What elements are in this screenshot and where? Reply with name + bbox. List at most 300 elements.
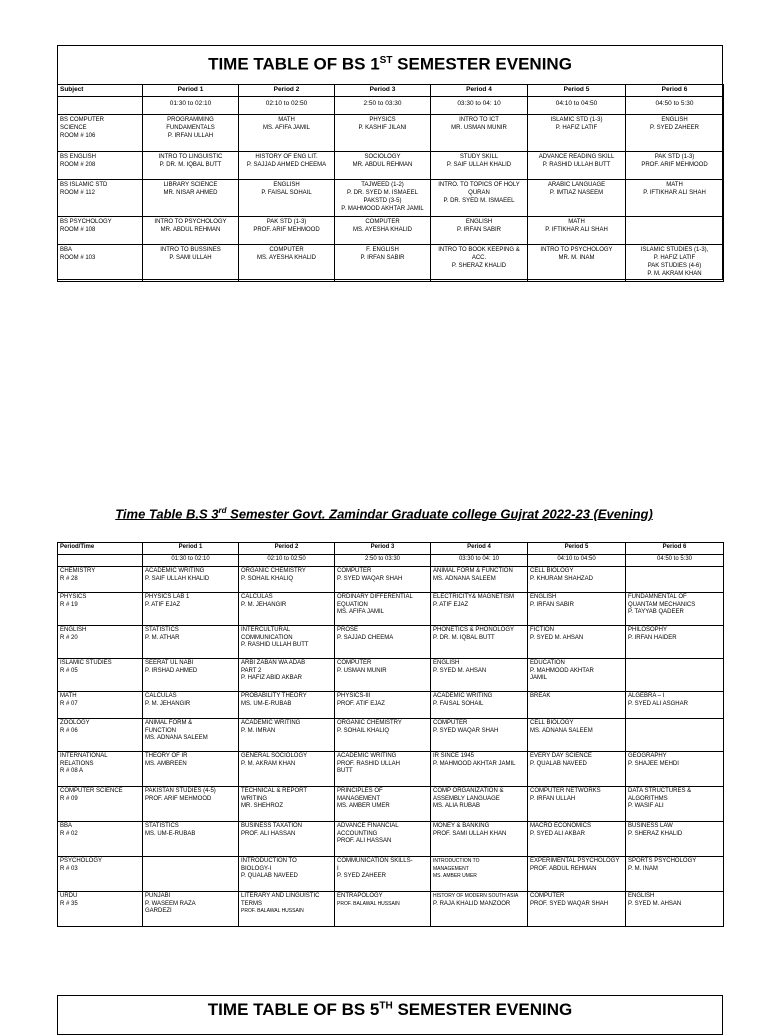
- cell-line: MATH: [666, 182, 683, 188]
- cell-line: P. USMAN MUNIR: [337, 667, 387, 674]
- cell-line: ALGORITHMS: [628, 795, 668, 802]
- cell-line: GARDEZI: [145, 908, 172, 915]
- cell-line: PAK STUDIES (4-6): [647, 263, 702, 269]
- class-cell: [58, 626, 143, 659]
- cell-line: COMPUTER NETWORKS: [530, 788, 601, 794]
- cell-line: GENERAL SOCIOLOGY: [241, 753, 308, 759]
- cell-line: INTRO TO ICT: [459, 117, 499, 123]
- cell-line: ELECTRICITY& MAGNETISM: [433, 594, 515, 600]
- cell-line: PHYSICS: [60, 594, 87, 600]
- cell-line: FUNCTION: [145, 727, 176, 734]
- cell-line: P. IRSHAD AHMED: [145, 667, 198, 674]
- cell-line: P. SOHAIL KHALIQ: [241, 575, 294, 582]
- cell-line: ACADEMIC WRITING: [145, 568, 205, 574]
- cell-line: R # 05: [60, 667, 78, 674]
- course-cell: [528, 217, 626, 245]
- course-cell: [626, 787, 724, 822]
- cell-line: P. RAJA KHALID MANZOOR: [433, 900, 511, 907]
- course-cell: [626, 593, 724, 626]
- cell-line: MR. ABDUL REHMAN: [352, 162, 413, 168]
- cell-line: INTRODUCTION TO: [241, 858, 297, 864]
- cell-line: MANAGEMENT: [337, 795, 381, 802]
- course-cell: [626, 822, 724, 857]
- class-cell: [58, 152, 143, 180]
- cell-line: MS. UM-E-RUBAB: [145, 830, 196, 837]
- course-cell: [528, 626, 626, 659]
- cell-line: CELL BIOLOGY: [530, 720, 574, 726]
- class-cell: [58, 180, 143, 217]
- course-cell: [626, 626, 724, 659]
- period-time-header: Period/Time: [58, 543, 143, 555]
- course-cell: [239, 245, 335, 282]
- cell-line: P. SYED ZAHEER: [337, 873, 386, 880]
- subject-header: Subject: [58, 85, 143, 97]
- course-cell: [431, 180, 528, 217]
- cell-line: P. M. AKRAM KHAN: [241, 760, 296, 767]
- cell-line: MS. AYESHA KHALID: [353, 227, 412, 233]
- cell-line: ORGANIC CHEMISTRY: [241, 568, 306, 574]
- course-cell: [335, 787, 431, 822]
- cell-line: P. M. JEHANGIR: [241, 601, 287, 608]
- cell-line: P. M. AKRAM KHAN: [647, 271, 702, 277]
- cell-line: MATH: [60, 693, 77, 699]
- cell-line: FUNDAMNENTAL OF: [628, 594, 687, 600]
- course-cell: [528, 567, 626, 593]
- cell-line: COMPUTER: [337, 568, 372, 574]
- cell-line: MS. ADNANA SALEEM: [145, 735, 208, 742]
- course-cell: [335, 692, 431, 719]
- cell-line: P. SYED WAQAR SHAH: [337, 575, 403, 582]
- cell-line: TECHNICAL & REPORT: [241, 788, 308, 794]
- course-cell: [335, 626, 431, 659]
- cell-line: LIBRARY SCIENCE: [163, 182, 218, 188]
- class-line: ROOM # 112: [60, 190, 95, 196]
- cell-line: MR. NISAR AHMED: [163, 190, 218, 196]
- cell-line: SEERAT UL NABI: [145, 660, 194, 666]
- cell-line: MS. ADNANA SALEEM: [433, 575, 496, 582]
- cell-line: INTRODUCTION TO: [433, 858, 480, 864]
- cell-line: COMPUTER: [433, 720, 468, 726]
- cell-line: P. QUALAB NAVEED: [241, 873, 298, 880]
- course-cell: [335, 719, 431, 752]
- period-time: 03:30 to 04: 10: [431, 555, 528, 567]
- cell-line: P. ATIF EJAZ: [433, 601, 469, 608]
- course-cell: [335, 152, 431, 180]
- course-cell: [239, 180, 335, 217]
- cell-line: MANAGEMENT: [433, 865, 469, 872]
- cell-line: MONEY & BANKING: [433, 823, 490, 829]
- period-time: [58, 555, 143, 567]
- course-cell: [239, 626, 335, 659]
- cell-line: ADVANCE FINANCIAL: [337, 823, 399, 829]
- cell-line: P. M. IMRAN: [241, 727, 276, 734]
- cell-line: MS. UM-E-RUBAB: [241, 700, 292, 707]
- cell-line: MS. ALIA RUBAB: [433, 803, 481, 810]
- course-cell: [431, 626, 528, 659]
- cell-line: HISTORY OF MODERN SOUTH ASIA: [433, 893, 519, 899]
- cell-line: FICTION: [530, 627, 554, 633]
- cell-line: PROBABILITY THEORY: [241, 693, 307, 699]
- cell-line: ENGLISH: [60, 627, 87, 633]
- course-cell: [431, 787, 528, 822]
- cell-line: PROF. ABDUL REHMAN: [530, 865, 597, 872]
- cell-line: PROF. ALI HASSAN: [337, 838, 392, 845]
- cell-line: MACRO ECONOMICS: [530, 823, 592, 829]
- table-row: [58, 752, 724, 787]
- course-cell: [431, 719, 528, 752]
- course-cell: [528, 593, 626, 626]
- cell-line: DATA STRUCTURES &: [628, 788, 692, 794]
- cell-line: R # 06: [60, 727, 78, 734]
- class-line: BBA: [60, 247, 73, 253]
- course-cell: [143, 752, 239, 787]
- class-cell: [58, 892, 143, 927]
- cell-line: ENGLISH: [433, 660, 460, 666]
- cell-line: P. IMTIAZ NASEEM: [549, 190, 604, 196]
- cell-line: MS. ADNANA SALEEM: [530, 727, 593, 734]
- class-line: ROOM # 208: [60, 162, 96, 168]
- cell-line: PROF. ARIF MEHMOOD: [641, 162, 708, 168]
- cell-line: P. KASHIF JILANI: [358, 125, 407, 131]
- period-header: Period 2: [239, 543, 335, 555]
- cell-line: ENGLISH: [530, 594, 557, 600]
- cell-line: PROF. ARIF MEHMOOD: [253, 227, 320, 233]
- cell-line: GEOGRAPHY: [628, 753, 667, 759]
- course-cell: [626, 752, 724, 787]
- cell-line: COMPUTER SCIENCE: [60, 788, 123, 794]
- course-cell: [528, 787, 626, 822]
- cell-line: MR. ABDUL REHMAN: [160, 227, 221, 233]
- period-time: 04:50 to 5:30: [626, 97, 724, 115]
- class-cell: [58, 822, 143, 857]
- cell-line: ACC.: [471, 255, 487, 261]
- course-cell: [239, 692, 335, 719]
- table-row: [58, 822, 724, 857]
- cell-line: P. SAJJAD CHEEMA: [337, 634, 394, 641]
- course-cell: [626, 180, 724, 217]
- period-header: Period 5: [528, 543, 626, 555]
- cell-line: IR SINCE 1945: [433, 753, 475, 759]
- cell-line: INTRO TO BUSSINES: [160, 247, 221, 253]
- cell-line: P. SHERAZ KHALID: [451, 263, 507, 269]
- course-cell: [626, 692, 724, 719]
- cell-line: STATISTICS: [145, 627, 179, 633]
- course-cell: [239, 152, 335, 180]
- class-cell: [58, 692, 143, 719]
- table-row: [58, 787, 724, 822]
- class-line: BS COMPUTER: [60, 117, 105, 123]
- cell-line: P. IRFAN HAIDER: [628, 634, 677, 641]
- cell-line: PROF. RASHID ULLAH: [337, 760, 401, 767]
- cell-line: COMPUTER: [530, 893, 565, 899]
- class-line: SCIENCE: [60, 125, 87, 131]
- class-line: BS ENGLISH: [60, 154, 97, 160]
- table-row: [58, 626, 724, 659]
- time-row: [58, 97, 724, 115]
- period-header: Period 1: [143, 85, 239, 97]
- cell-line: R # 09: [60, 795, 78, 802]
- course-cell: [626, 659, 724, 692]
- cell-line: P. IRFAN ULLAH: [167, 133, 214, 139]
- course-cell: [528, 692, 626, 719]
- cell-line: P. HAFIZ LATIF: [555, 125, 598, 131]
- cell-line: COMPUTER: [337, 660, 372, 666]
- cell-line: P. WASIF ALI: [628, 803, 664, 810]
- course-cell: [528, 719, 626, 752]
- cell-line: MS. AYESHA KHALID: [257, 255, 316, 261]
- table-row: [58, 719, 724, 752]
- cell-line: P. RASHID ULLAH BUTT: [241, 642, 309, 649]
- cell-line: P. M. ATHAR: [145, 634, 180, 641]
- cell-line: ARABIC LANGUAGE: [547, 182, 606, 188]
- course-cell: [143, 115, 239, 152]
- course-cell: [431, 217, 528, 245]
- course-cell: [239, 659, 335, 692]
- cell-line: URDU: [60, 893, 78, 899]
- course-cell: [143, 217, 239, 245]
- table-row: [58, 152, 724, 180]
- period-time: 04:50 to 5:30: [626, 555, 724, 567]
- cell-line: R # 19: [60, 601, 78, 608]
- cell-line: P. MAHMOOD AKHTAR JAMIL: [341, 206, 424, 212]
- cell-line: QUANTAM MECHANICS: [628, 601, 696, 608]
- course-cell: [143, 719, 239, 752]
- course-cell: [143, 857, 239, 892]
- class-cell: [58, 659, 143, 692]
- cell-line: P. IFTIKHAR ALI SHAH: [643, 190, 706, 196]
- course-cell: [143, 892, 239, 927]
- cell-line: P. SYED ZAHEER: [650, 125, 699, 131]
- course-cell: [335, 752, 431, 787]
- cell-line: ENGLISH: [628, 893, 655, 899]
- cell-line: P. DR. M. IQBAL BUTT: [159, 162, 222, 168]
- course-cell: [528, 857, 626, 892]
- cell-line: CALCULAS: [145, 693, 177, 699]
- cell-line: R # 07: [60, 700, 78, 707]
- cell-line: BUTT: [337, 768, 353, 775]
- cell-line: MS. AFIFA JAMIL: [337, 609, 385, 616]
- period-header: Period 3: [335, 85, 431, 97]
- cell-line: P. SYED M. AHSAN: [628, 900, 682, 907]
- period-time: 02:10 to 02:50: [239, 555, 335, 567]
- cell-line: PAK STD (1-3): [654, 154, 695, 160]
- cell-line: MS. AMBREEN: [145, 760, 187, 767]
- cell-line: ENGLISH: [273, 182, 300, 188]
- cell-line: BUSINESS LAW: [628, 823, 673, 829]
- cell-line: P. SYED M. AHSAN: [433, 667, 487, 674]
- course-cell: [335, 180, 431, 217]
- cell-line: P. FAISAL SOHAIL: [433, 700, 484, 707]
- cell-line: PROF. BALAWAL HUSSAIN: [241, 908, 304, 915]
- course-cell: [335, 115, 431, 152]
- cell-line: STATISTICS: [145, 823, 179, 829]
- course-cell: [431, 245, 528, 282]
- cell-line: PRINCIPLES OF: [337, 788, 383, 794]
- cell-line: LITERARY AND LINGUISTIC: [241, 893, 320, 899]
- cell-line: ENGLISH: [661, 117, 688, 123]
- course-cell: [335, 892, 431, 927]
- cell-line: COMP ORGANIZATION &: [433, 788, 504, 794]
- course-cell: [239, 217, 335, 245]
- cell-line: ACADEMIC WRITING: [241, 720, 301, 726]
- class-line: BS PSYCHOLOGY: [60, 219, 112, 225]
- cell-line: P. SHAJEE MEHDI: [628, 760, 679, 767]
- course-cell: [239, 787, 335, 822]
- course-cell: [239, 115, 335, 152]
- class-cell: [58, 857, 143, 892]
- class-cell: [58, 115, 143, 152]
- cell-line: MR. SHEHROZ: [241, 803, 283, 810]
- cell-line: PAKISTAN STUDIES (4-5): [145, 788, 216, 794]
- course-cell: [143, 626, 239, 659]
- course-cell: [143, 152, 239, 180]
- cell-line: ACCOUNTING: [337, 830, 378, 837]
- cell-line: JAMIL: [530, 675, 548, 682]
- period-header: Period 1: [143, 543, 239, 555]
- cell-line: ISLAMIC STUDIES (1-3),: [640, 247, 709, 253]
- course-cell: [335, 857, 431, 892]
- course-cell: [528, 822, 626, 857]
- cell-line: R # 28: [60, 575, 78, 582]
- timetable-bs3-title: Time Table B.S 3rd Semester Govt. Zamindar Graduate college Gujrat 2022-23 (Evening): [115, 506, 653, 522]
- course-cell: [528, 152, 626, 180]
- course-cell: [528, 892, 626, 927]
- course-cell: [431, 692, 528, 719]
- cell-line: P. IRFAN SABIR: [360, 255, 405, 261]
- course-cell: [626, 152, 724, 180]
- cell-line: P. DR. M. IQBAL BUTT: [433, 634, 495, 641]
- cell-line: BBA: [60, 823, 73, 829]
- cell-line: ENTRAPOLOGY: [337, 893, 383, 899]
- cell-line: ACADEMIC WRITING: [433, 693, 493, 699]
- cell-line: ORDINARY DIFFERENTIAL: [337, 594, 413, 600]
- course-cell: [528, 245, 626, 282]
- cell-line: P. SYED ALI ASGHAR: [628, 700, 688, 707]
- cell-line: PSYCHOLOGY: [60, 858, 103, 864]
- cell-line: INTRO TO PSYCHOLOGY: [540, 247, 613, 253]
- cell-line: PROF. ALI HASSAN: [241, 830, 296, 837]
- cell-line: R # 20: [60, 634, 78, 641]
- period-header: Period 6: [626, 543, 724, 555]
- cell-line: PROSE: [337, 627, 359, 633]
- cell-line: ACADEMIC WRITING: [337, 753, 397, 759]
- cell-line: PART 2: [241, 667, 262, 674]
- course-cell: [239, 892, 335, 927]
- cell-line: P. IRFAN SABIR: [530, 601, 574, 608]
- cell-line: P. ATIF EJAZ: [145, 601, 181, 608]
- course-cell: [143, 692, 239, 719]
- cell-line: SPORTS PSYCHOLOGY: [628, 858, 697, 864]
- cell-line: RELATIONS: [60, 760, 94, 767]
- course-cell: [239, 719, 335, 752]
- course-cell: [431, 593, 528, 626]
- cell-line: ANIMAL FORM &: [145, 720, 193, 726]
- cell-line: PROF. ATIF EJAZ: [337, 700, 385, 707]
- cell-line: INTRO TO LINGUISTIC: [158, 154, 223, 160]
- cell-line: P. DR. SYED M. ISMAEEL: [347, 190, 418, 196]
- cell-line: CHEMISTRY: [60, 568, 96, 574]
- cell-line: P. MAHMOOD AKHTAR JAMIL: [433, 760, 516, 767]
- period-time: [58, 97, 143, 115]
- course-cell: [431, 567, 528, 593]
- cell-line: PROF. SYED WAQAR SHAH: [530, 900, 609, 907]
- cell-line: BREAK: [530, 693, 551, 699]
- course-cell: [335, 659, 431, 692]
- cell-line: P. WASEEM RAZA: [145, 900, 196, 907]
- course-cell: [431, 822, 528, 857]
- table-row: [58, 180, 724, 217]
- cell-line: P. KHURAM SHAHZAD: [530, 575, 593, 582]
- cell-line: P. SOHAIL KHALIQ: [337, 727, 390, 734]
- course-cell: [528, 115, 626, 152]
- cell-line: ASSEMBLY LANGUAGE: [433, 795, 500, 802]
- cell-line: INTERCULTURAL: [241, 627, 291, 633]
- cell-line: PROF. SAMI ULLAH KHAN: [433, 830, 507, 837]
- cell-line: P. SYED WAQAR SHAH: [433, 727, 499, 734]
- course-cell: [143, 180, 239, 217]
- course-cell: [626, 892, 724, 927]
- cell-line: P. RASHID ULLAH BUTT: [542, 162, 611, 168]
- cell-line: PHYSICS LAB 1: [145, 594, 190, 600]
- course-cell: [431, 659, 528, 692]
- cell-line: CELL BIOLOGY: [530, 568, 574, 574]
- cell-line: PHYSICS: [369, 117, 396, 123]
- period-header: Period 5: [528, 85, 626, 97]
- timetable-bs1: [57, 45, 723, 280]
- cell-line: I: [337, 865, 339, 872]
- time-row: [58, 555, 724, 567]
- cell-line: EDUCATION: [530, 660, 565, 666]
- cell-line: PAK STD (1-3): [266, 219, 307, 225]
- cell-line: PHONETICS & PHONOLOGY: [433, 627, 515, 633]
- class-cell: [58, 719, 143, 752]
- cell-line: R # 08 A: [60, 768, 84, 775]
- cell-line: TERMS: [241, 900, 262, 907]
- course-cell: [239, 822, 335, 857]
- cell-line: P. SAIF ULLAH KHALID: [446, 162, 512, 168]
- cell-line: PHILOSOPHY: [628, 627, 668, 633]
- course-cell: [528, 752, 626, 787]
- cell-line: MS. AMBER UMER: [337, 803, 390, 810]
- cell-line: COMPUTER: [365, 219, 400, 225]
- class-line: ROOM # 108: [60, 227, 96, 233]
- cell-line: COMMUNICATION SKILLS-: [337, 858, 413, 864]
- cell-line: HISTORY OF ENG LIT.: [255, 154, 318, 160]
- cell-line: P. HAFIZ LATIF: [653, 255, 696, 261]
- cell-line: P. SYED M. AHSAN: [530, 634, 584, 641]
- course-cell: [239, 752, 335, 787]
- cell-line: MS. AMBER UMER: [433, 873, 477, 880]
- cell-line: TAJWEED (1-2): [361, 182, 404, 188]
- cell-line: SOCIOLOGY: [364, 154, 401, 160]
- cell-line: INTRO TO PSYCHOLOGY: [154, 219, 227, 225]
- course-cell: [335, 822, 431, 857]
- period-header: Period 3: [335, 543, 431, 555]
- cell-line: P. SAJJAD AHMED CHEEMA: [246, 162, 327, 168]
- course-cell: [239, 593, 335, 626]
- cell-line: PUNJABI: [145, 893, 171, 899]
- period-time: 04:10 to 04:50: [528, 555, 626, 567]
- course-cell: [528, 180, 626, 217]
- cell-line: R # 02: [60, 830, 78, 837]
- class-line: BS ISLAMIC STD: [60, 182, 108, 188]
- class-cell: [58, 245, 143, 282]
- cell-line: PROF. ARIF MEHMOOD: [145, 795, 212, 802]
- cell-line: EVERY DAY SCIENCE: [530, 753, 592, 759]
- course-cell: [626, 217, 724, 245]
- period-time: 2:50 to 03:30: [335, 97, 431, 115]
- cell-line: P. FAISAL SOHAIL: [261, 190, 312, 196]
